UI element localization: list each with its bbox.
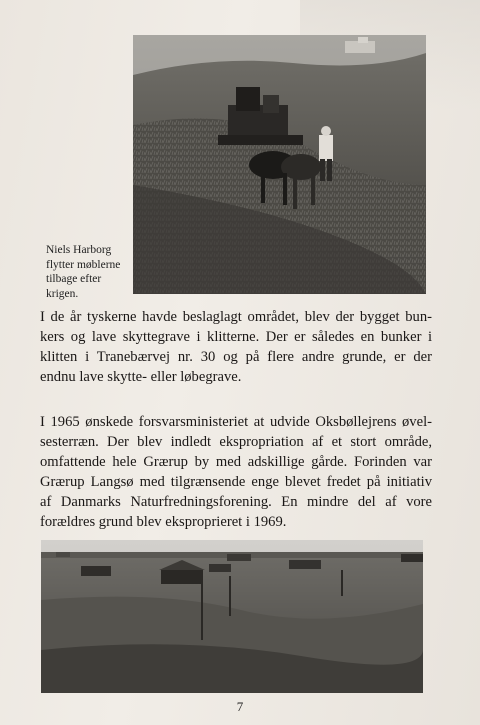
text-line: forældres grund blev eksproprieret i 1969. — [40, 514, 287, 530]
paragraph-expropriation — [40, 412, 432, 532]
page-number: 7 — [236, 699, 244, 714]
caption-line: flytter møblerne — [46, 258, 121, 271]
text-line: sesterræn. Der blev indledt ekspropriation af et stort område, — [40, 434, 432, 450]
photo-graerup-village-landscape — [41, 540, 423, 693]
caption-line: Niels Harborg — [46, 244, 112, 256]
caption-line: tilbage efter — [46, 273, 102, 285]
paragraph-bunkers — [40, 307, 432, 387]
text-line: af Danmarks Naturfredningsforening. En mindre del af vore — [40, 494, 432, 510]
photo-horses-furniture-wagon — [133, 35, 426, 294]
text-line: endnu lave skytte- eller løbegrave. — [40, 369, 242, 385]
text-line: omfattende hele Grærup by med adskillige gårde. Forinden var — [40, 454, 432, 470]
photo-caption — [46, 243, 136, 301]
text-line: Grærup Langsø med tilgrænsende enge blevet fredet på initiativ — [40, 474, 432, 490]
text-line: kers og lave skyttegrave i klitterne. Der er således en bunker i — [40, 329, 432, 345]
text-line: I 1965 ønskede forsvarsministeriet at udvide Oksbøllejrens øvel- — [40, 414, 432, 430]
photo-horses-furniture-wagon-image — [133, 35, 426, 294]
text-line: klitten i Tranebærvej nr. 30 og på flere andre grunde, er der — [40, 349, 432, 365]
text-line: I de år tyskerne havde beslaglagt området, blev der bygget bun- — [40, 309, 432, 325]
caption-line: krigen. — [46, 287, 79, 300]
photo-graerup-village-landscape-image — [41, 540, 423, 693]
